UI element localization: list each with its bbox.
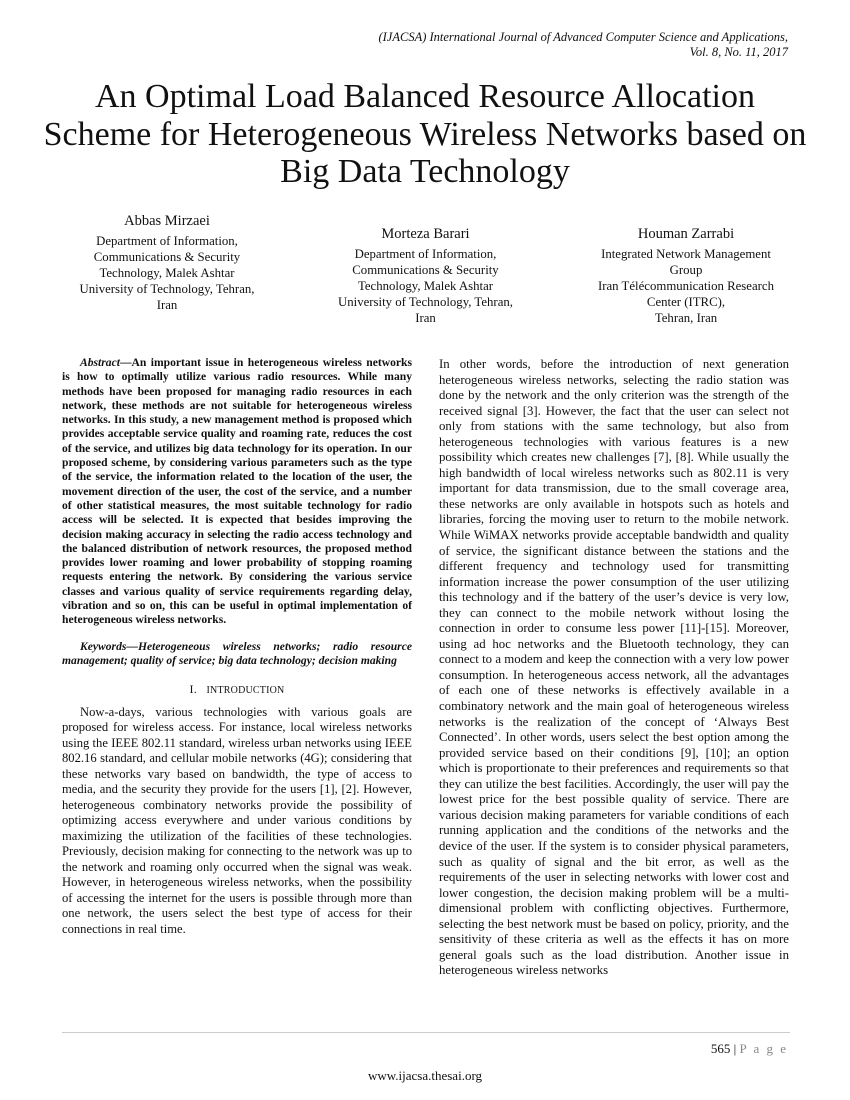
section-title: INTRODUCTION — [206, 685, 285, 697]
paper-title: An Optimal Load Balanced Resource Allocation Scheme for Heterogeneous Wireless Networks based on Big Data Technology — [43, 78, 807, 190]
journal-header — [288, 30, 788, 60]
abstract-text: An important issue in heterogeneous wireless networks is how to optimally utilize various radio resources. While many methods have been proposed for managing radio resources in each network, these methods are not suitable for heterogeneous wireless networks. In this study, a new management method is proposed which provides acceptable service quality and roaming rate, reduces the cost of the service, and utilizes big data technology for its operation. In our proposed scheme, by considering various parameters such as the type of the service, the information related to the location of the user, the movement direction of the user, the cost of the service, and a number of other statistical measures, the most suitable technology for radio access will be selected. It is expected that besides improving the decision making accuracy in selecting the radio access technology and the balanced distribution of network resources, the proposed method provides lower roaming and lower probability of stopping roaming requests entering the network. By considering the various service classes and various quality of service requirements regarding delay, vibration and so on, this can be useful in optimal implementation of heterogeneous wireless networks. — [62, 356, 412, 627]
abstract — [62, 356, 412, 628]
right-column-paragraph: In other words, before the introduction of next generation heterogeneous wireless networks, selecting the radio station was done by the network and the only criterion was the strength of the received signal [3]. However, the fact that the user can select not only from stations with the same technology, but also from heterogeneous technologies with various features is a new possibility which creates new challenges [7], [8]. While usually the high bandwidth of local wireless networks such as 802.11 is very important for data transmission, due to the small coverage area, these networks are only available in hotspots such as hotels and libraries, forcing the moving user to return to the mobile network. While WiMAX networks provide acceptable bandwidth and quality of service, the significant distance between the stations and the different frequency and technology used for transmitting information increase the power consumption of the user utilizing this technology and if the battery of the user’s device is very low, they can connect to the mobile network without losing the connection in order to consume less power [11]-[15]. Moreover, using ad hoc networks and the Bluetooth technology, they can connect to a modem and keep the connection with a very low power consumption. In heterogeneous access network, all the advantages of each one of these networks is effectively available in a combinatory network and the main goal of heterogeneous wireless networks is the realization of the concept of ‘Always Best Connected’. In other words, users select the best option among the provided service based on their conditions [9], [10]; an option which is proportionate to their preferences and requirements so that they can utilize the best facilities. Accordingly, the user will pay the lowest price for the best possible quality of service. There are various decision making parameters for variable conditions of each running application and the conditions of the networks and the device of the user. If the system is to consider physical parameters, such as quality of signal and the bit error, as well as the requirements of the user in selecting networks with lower cost and lower congestion, the decision making problem will be a multi-dimensional problem with conflicting objectives. Furthermore, selecting the best network must be based on policy, priority, and the sensitivity of these criteria as well as the effects it has on more general goals such as the load distribution. Another issue in heterogeneous wireless networks — [439, 357, 789, 978]
author-affiliation: Integrated Network Management Group Iran Télécommunication Research Center (ITRC), Tehran, Iran — [597, 247, 774, 325]
footer-divider — [62, 1032, 790, 1033]
page-label: P a g e — [739, 1041, 788, 1056]
page-separator: | — [733, 1041, 737, 1056]
journal-name: (IJACSA) International Journal of Advanced Computer Science and Applications, — [378, 30, 788, 44]
author-affiliation: Department of Information, Communications & Security Technology, Malek Ashtar University of Technology, Tehran, Iran — [338, 247, 513, 325]
journal-website: www.ijacsa.thesai.org — [367, 1068, 483, 1083]
author-block-3 — [580, 226, 792, 326]
author-name: Abbas Mirzaei — [124, 213, 210, 229]
right-column — [439, 357, 789, 979]
author-block-1 — [62, 213, 272, 313]
author-block-2 — [323, 226, 528, 326]
abstract-label: Abstract— — [80, 356, 132, 369]
author-name: Houman Zarrabi — [637, 226, 735, 242]
author-affiliation: Department of Information, Communications & Security Technology, Malek Ashtar University of Technology, Tehran, Iran — [79, 234, 255, 312]
left-column — [62, 356, 412, 937]
author-name: Morteza Barari — [381, 226, 470, 242]
keywords: Keywords—Heterogeneous wireless networks; radio resource management; quality of service; big data technology; decision making — [62, 639, 412, 667]
intro-paragraph: Now-a-days, various technologies with various goals are proposed for wireless access. For instance, local wireless networks using the IEEE 802.11 standard, wireless urban networks using IEEE 802.16 standard, and cellular mobile networks (4G); considering that these networks vary based on bandwidth, the type of access to media, and the security they provide for the users [1], [2]. However, heterogeneous combinatory networks provide the possibility of optimizing access everywhere and under various conditions by maximizing the utilization of the facilities of these technologies. Previously, decision making for connecting to the network was up to the network and roaming only occurred when the signal was weak. However, in heterogeneous wireless networks, when the possibility of accessing the internet for the users is possible through more than one network, the users select the best type of access for their connections in real time. — [62, 704, 412, 936]
journal-volume: Vol. 8, No. 11, 2017 — [689, 45, 788, 59]
section-heading — [62, 682, 412, 699]
page-number-value: 565 — [710, 1041, 731, 1056]
section-number: I. — [189, 682, 197, 697]
page-number — [711, 1041, 788, 1057]
